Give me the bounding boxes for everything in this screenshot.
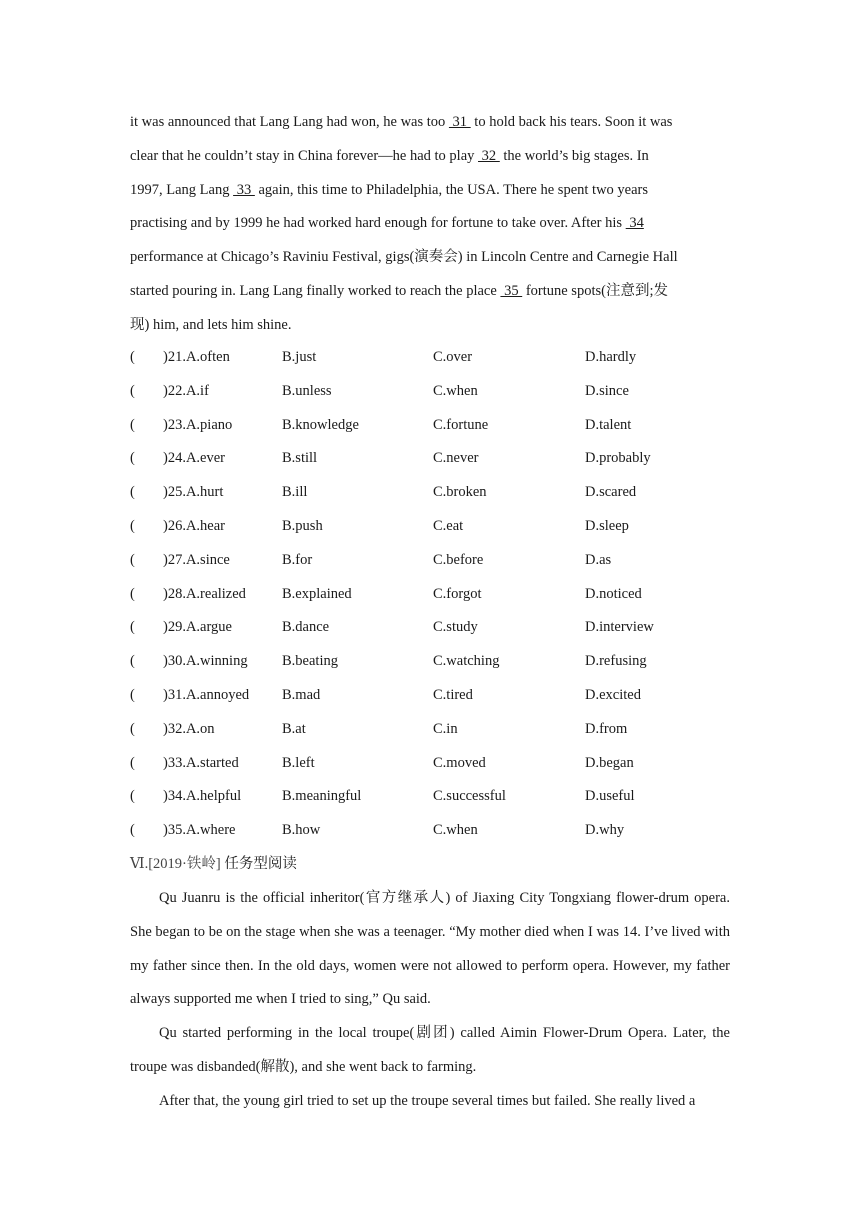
option-c: C.forgot (433, 585, 482, 602)
question-row-26 (130, 510, 730, 544)
option-d: D.why (585, 822, 625, 839)
option-c: C.broken (433, 484, 487, 501)
option-d: D.since (585, 382, 629, 399)
option-a: )35.A.where (163, 822, 236, 839)
question-row-23 (130, 409, 730, 443)
option-c: C.fortune (433, 416, 489, 433)
line-text: started pouring in. Lang Lang finally worked to reach the place (130, 282, 501, 299)
question-row-33 (130, 747, 730, 781)
answer-blank-33: 33 (233, 181, 255, 198)
option-a: )29.A.argue (163, 619, 232, 636)
option-b: B.how (282, 822, 321, 839)
answer-paren: ( (130, 619, 135, 636)
option-b: B.just (282, 349, 317, 365)
passage-line (130, 140, 730, 174)
option-a: )28.A.realized (163, 585, 246, 602)
reading-paragraph: After that, the young girl tried to set up the troupe several times but failed. She really lived a (159, 1092, 696, 1109)
option-d: D.began (585, 754, 634, 771)
line-text: to hold back his tears. Soon it was (470, 114, 673, 130)
option-a: )24.A.ever (163, 450, 226, 467)
question-row-27 (130, 544, 730, 578)
option-d: D.sleep (585, 517, 629, 534)
option-b: B.knowledge (282, 416, 359, 433)
section-heading (130, 848, 297, 882)
option-d: D.useful (585, 788, 635, 805)
option-a: )30.A.winning (163, 653, 248, 670)
line-text: practising and by 1999 he had worked hard enough for fortune to take over. After his (130, 215, 626, 232)
passage-line (130, 174, 730, 208)
option-b: B.ill (282, 484, 308, 501)
answer-blank-32: 32 (478, 147, 500, 164)
option-c: C.study (433, 619, 478, 636)
option-b: B.dance (282, 619, 330, 636)
answer-paren: ( (130, 382, 135, 399)
option-d: D.talent (585, 416, 632, 433)
line-text: clear that he couldn’t stay in China forever—he had to play (130, 147, 479, 164)
answer-paren: ( (130, 517, 135, 534)
question-row-24 (130, 442, 730, 476)
question-row-35 (130, 814, 730, 848)
answer-blank-35: 35 (500, 282, 523, 299)
section-title-text: 任务型阅读 (224, 856, 297, 872)
reading-passage (130, 882, 730, 1119)
option-b: B.meaningful (282, 788, 362, 805)
line-text: again, this time to Philadelphia, the USA. There he spent two years (254, 181, 649, 198)
option-b: B.at (282, 720, 306, 737)
passage-line (130, 275, 730, 309)
option-a: )31.A.annoyed (163, 686, 250, 703)
passage-line (130, 309, 730, 343)
answer-paren: ( (130, 585, 135, 602)
option-d: D.from (585, 720, 628, 737)
answer-paren: ( (130, 822, 135, 839)
option-a: )23.A.piano (163, 416, 233, 433)
question-row-31 (130, 679, 730, 713)
reading-paragraph: Qu Juanru is the official inheritor(官方继承人) of Jiaxing City Tongxiang flower-drum opera. She began to be on the stage when she was a teenager. “My mother died when I was 14. I’ve lived with my father since then. In the old days, women were not allowed to perform opera. However, my father always supported me when I tried to sing,” Qu said. (130, 890, 730, 1008)
line-text: performance at Chicago’s Raviniu Festival, gigs(演奏会) in Lincoln Centre and Carnegie Hall (130, 249, 678, 266)
answer-paren: ( (130, 551, 135, 568)
answer-paren: ( (130, 450, 135, 467)
cloze-passage (130, 106, 730, 343)
option-c: C.when (433, 822, 478, 839)
option-c: C.over (433, 349, 473, 365)
answer-paren: ( (130, 754, 135, 771)
line-text: 现) him, and lets him shine. (130, 316, 292, 333)
option-c: C.before (433, 551, 484, 568)
answer-blank-34: 34 (625, 215, 644, 232)
option-c: C.in (433, 720, 458, 737)
answer-blank-31: 31 (448, 114, 471, 130)
option-c: C.successful (433, 788, 506, 805)
answer-paren: ( (130, 416, 135, 433)
option-b: B.beating (282, 653, 338, 670)
answer-paren: ( (130, 788, 135, 805)
option-d: D.hardly (585, 349, 637, 365)
line-text: 1997, Lang Lang (130, 181, 234, 198)
option-a: )26.A.hear (163, 517, 226, 534)
option-d: D.noticed (585, 585, 642, 602)
option-a: )34.A.helpful (163, 788, 242, 805)
question-row-21 (130, 341, 730, 375)
answer-paren: ( (130, 720, 135, 737)
options-list (130, 341, 730, 848)
answer-paren: ( (130, 484, 135, 501)
option-c: C.tired (433, 686, 473, 703)
option-b: B.for (282, 551, 313, 568)
option-b: B.push (282, 517, 323, 534)
option-c: C.never (433, 450, 479, 467)
answer-paren: ( (130, 653, 135, 670)
passage-line (130, 106, 730, 140)
option-b: B.left (282, 754, 315, 771)
question-row-30 (130, 645, 730, 679)
question-row-32 (130, 713, 730, 747)
passage-line (130, 207, 730, 241)
line-text: the world’s big stages. In (499, 147, 649, 164)
option-b: B.still (282, 450, 318, 467)
option-c: C.moved (433, 754, 486, 771)
option-d: D.excited (585, 686, 641, 703)
option-a: )33.A.started (163, 754, 239, 771)
option-b: B.explained (282, 585, 352, 602)
question-row-29 (130, 611, 730, 645)
option-a: )25.A.hurt (163, 484, 224, 501)
option-b: B.unless (282, 382, 332, 399)
option-a: )21.A.often (163, 349, 230, 365)
question-row-34 (130, 780, 730, 814)
section-number: Ⅵ.[2019·铁岭] (130, 856, 221, 872)
option-b: B.mad (282, 686, 321, 703)
question-row-22 (130, 375, 730, 409)
option-c: C.when (433, 382, 478, 399)
option-d: D.refusing (585, 653, 647, 670)
passage-line (130, 241, 730, 275)
option-d: D.scared (585, 484, 637, 501)
line-text: fortune spots(注意到;发 (522, 282, 668, 299)
option-a: )22.A.if (163, 382, 209, 399)
option-c: C.eat (433, 517, 464, 534)
question-row-25 (130, 476, 730, 510)
reading-paragraph: Qu started performing in the local troupe(剧团) called Aimin Flower-Drum Opera. Later, the troupe was disbanded(解散), and she went back to farming. (130, 1025, 730, 1075)
option-d: D.probably (585, 450, 651, 467)
question-row-28 (130, 578, 730, 612)
option-a: )27.A.since (163, 551, 230, 568)
option-d: D.interview (585, 619, 654, 636)
option-d: D.as (585, 551, 612, 568)
answer-paren: ( (130, 349, 135, 365)
option-c: C.watching (433, 653, 500, 670)
option-a: )32.A.on (163, 720, 215, 737)
line-text: it was announced that Lang Lang had won, he was too (130, 114, 449, 130)
answer-paren: ( (130, 686, 135, 703)
